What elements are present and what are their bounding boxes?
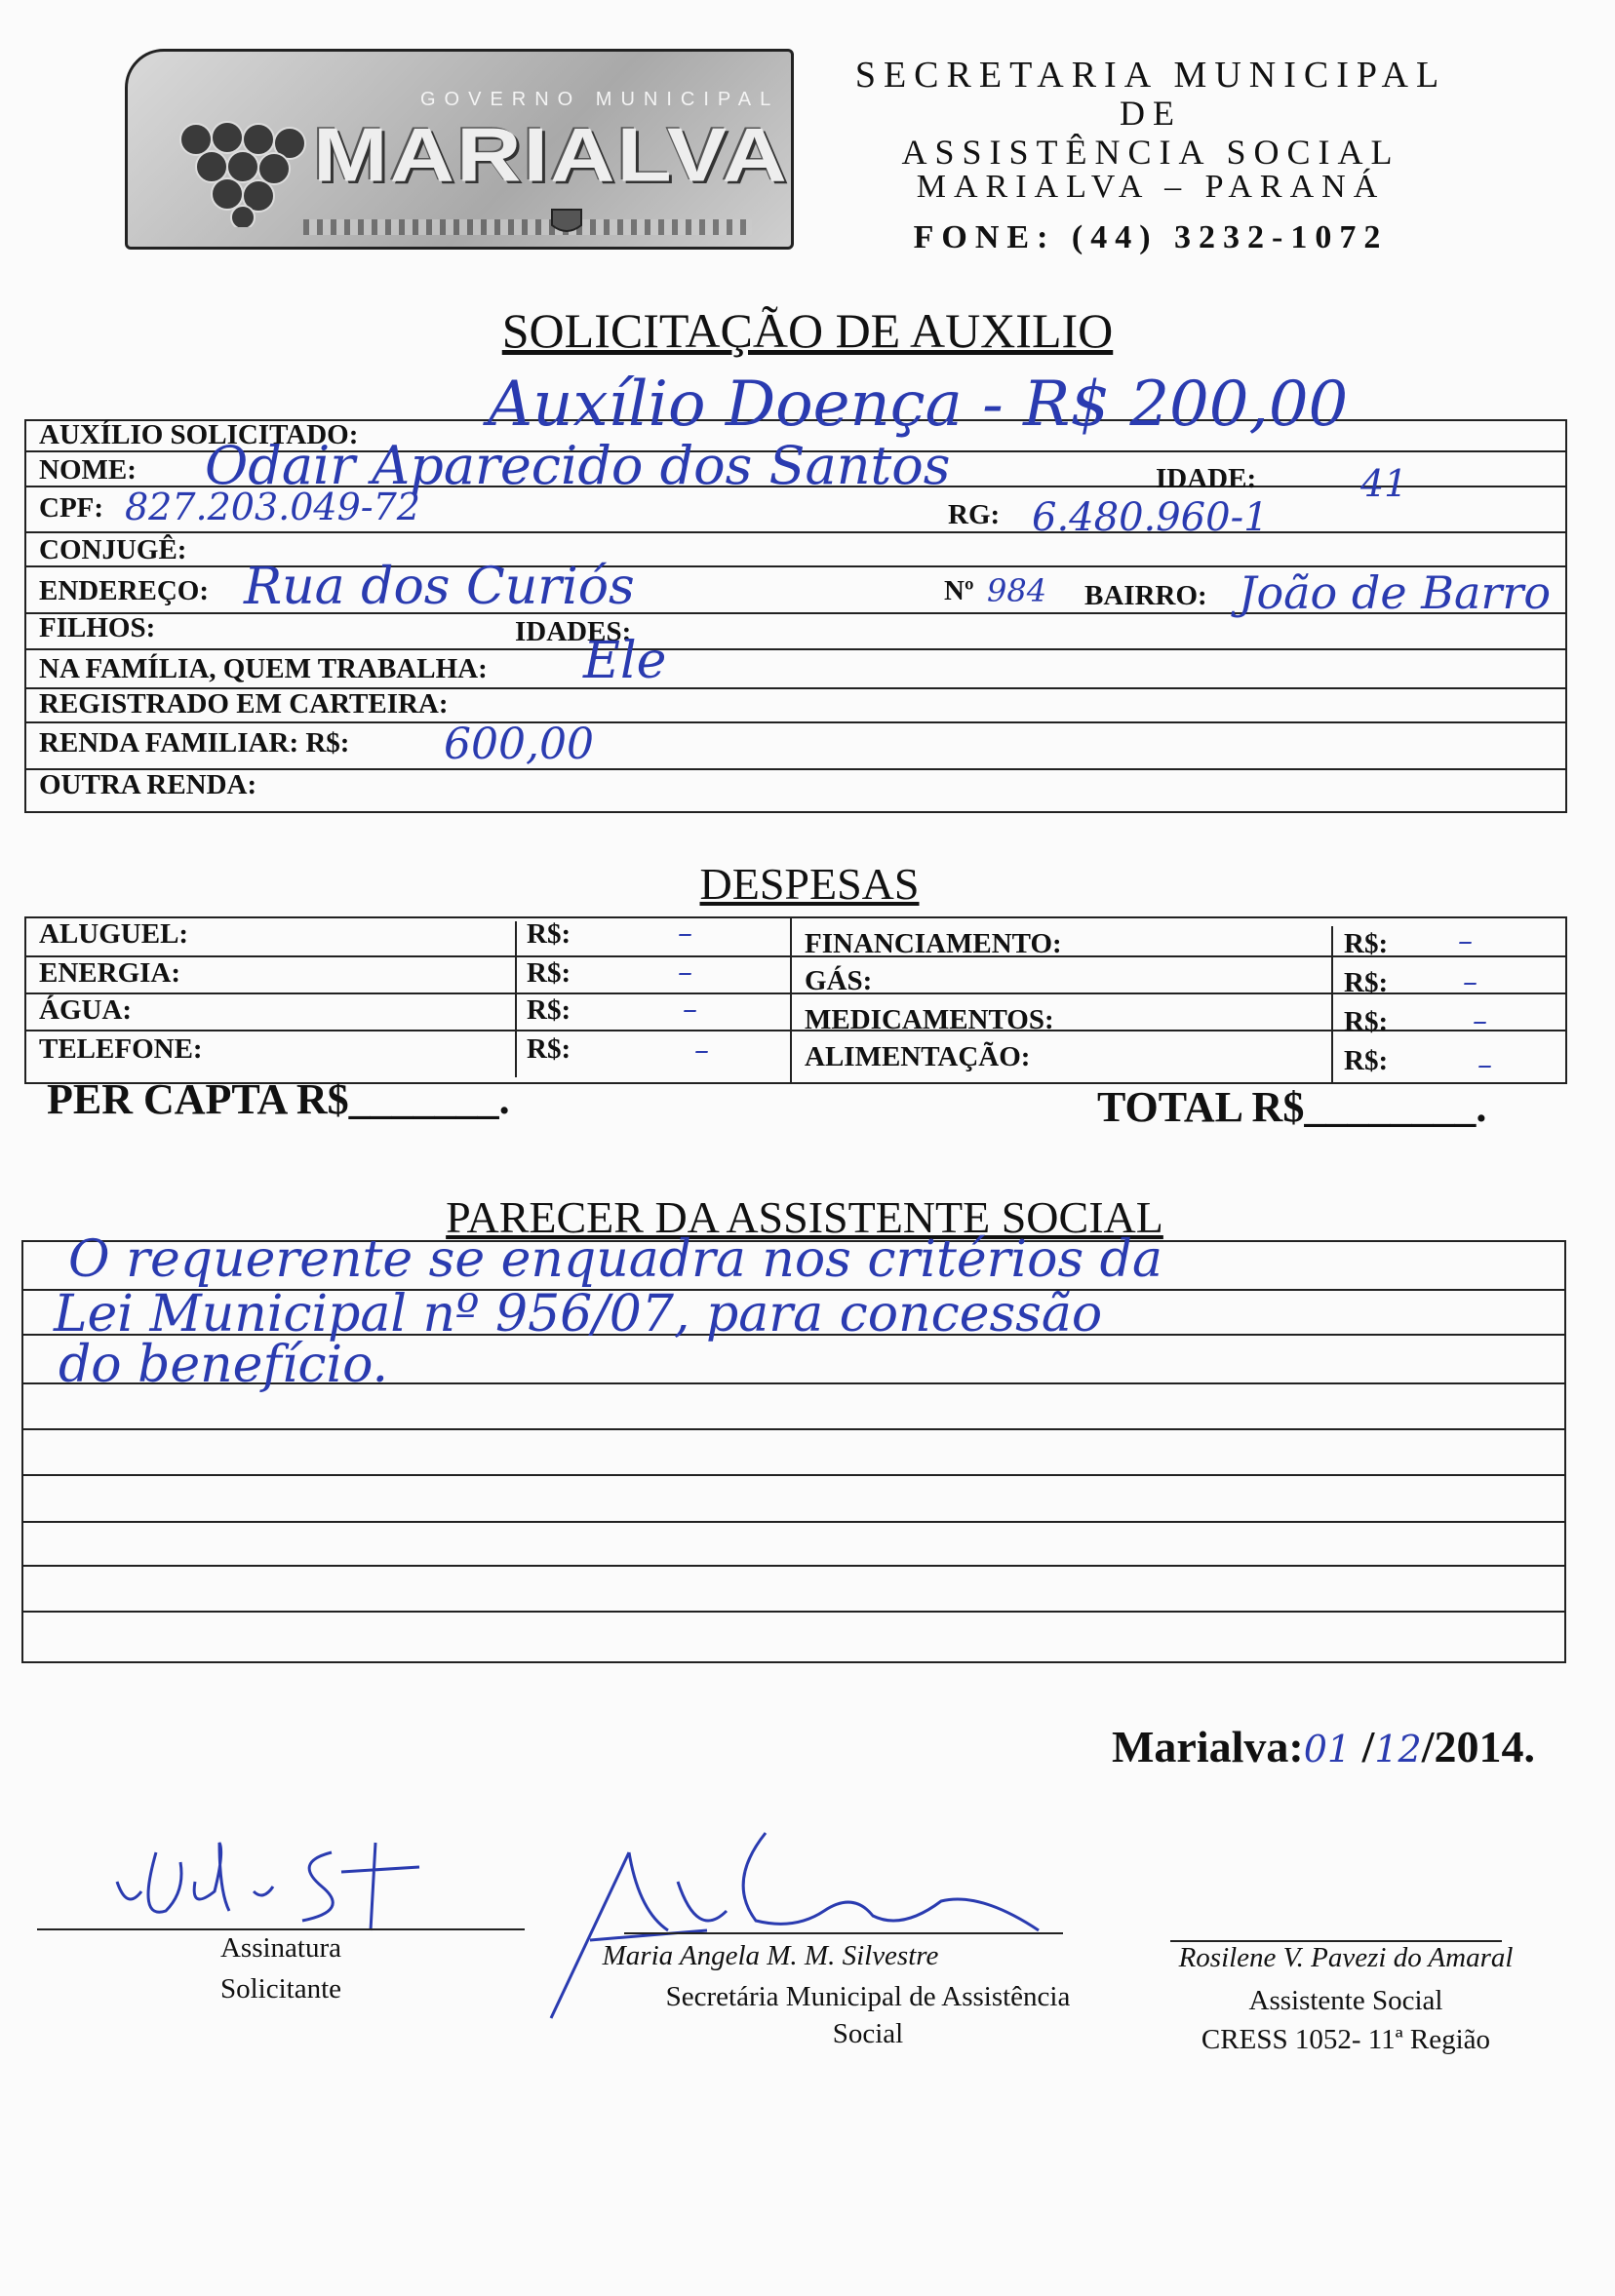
header-line-2: DE (1120, 94, 1182, 133)
parecer-line (21, 1521, 1564, 1523)
value-endereco: Rua dos Curiós (244, 558, 635, 616)
crest-icon (547, 208, 586, 237)
label-outra-renda: OUTRA RENDA: (39, 769, 257, 800)
date-month: 12 (1374, 1728, 1422, 1771)
parecer-line (21, 1565, 1564, 1567)
value-numero: 984 (987, 572, 1047, 609)
header-line-1: SECRETARIA MUNICIPAL (854, 55, 1447, 96)
expense-telefone: TELEFONE: (39, 1033, 203, 1065)
social-worker-cress: CRESS 1052- 11ª Região (1201, 2024, 1491, 2055)
social-worker-title: Assistente Social (1248, 1985, 1443, 2016)
marialva-logo (125, 49, 794, 250)
expense-alimentacao-value: – (1477, 1048, 1492, 1082)
parecer-text-line-2: Lei Municipal nº 956/07, para concessão (54, 1285, 1103, 1343)
label-filhos: FILHOS: (39, 612, 156, 643)
label-idades: IDADES: (515, 616, 632, 647)
expenses-col-divider (790, 916, 792, 1082)
expense-energia: ENERGIA: (39, 957, 181, 989)
expense-medicamentos-currency: R$: (1344, 1006, 1389, 1037)
form-row-divider (24, 531, 1565, 533)
expense-financiamento-value: – (1458, 924, 1473, 958)
value-auxilio: Auxílio Doença - R$ 200,00 (488, 369, 1349, 441)
applicant-signature-label-1: Assinatura (219, 1932, 342, 1964)
form-row-divider (24, 721, 1565, 723)
social-worker-name: Rosilene V. Pavezi do Amaral (1178, 1942, 1514, 1973)
expense-medicamentos: MEDICAMENTOS: (805, 1004, 1054, 1035)
header-line-3: ASSISTÊNCIA SOCIAL (901, 133, 1400, 172)
expense-energia-currency: R$: (527, 957, 571, 989)
page-title: SOLICITAÇÃO DE AUXILIO (501, 303, 1114, 358)
date-day: 01 (1303, 1728, 1352, 1771)
parecer-title: PARECER DA ASSISTENTE SOCIAL (446, 1192, 1163, 1242)
header-line-4: MARIALVA – PARANÁ (916, 169, 1386, 205)
secretary-signature-line (624, 1932, 1063, 1934)
label-nome: NOME: (39, 454, 137, 486)
value-nome: Odair Aparecido dos Santos (205, 435, 951, 496)
expenses-row-divider (24, 1030, 1565, 1031)
expenses-col-divider (515, 921, 517, 1077)
expense-agua-currency: R$: (527, 994, 571, 1026)
value-idade: 41 (1360, 462, 1408, 505)
date-line: Marialva:01 /12/2014. (1112, 1722, 1535, 1771)
label-bairro: BAIRRO: (1084, 580, 1207, 611)
label-auxilio: AUXÍLIO SOLICITADO: (39, 419, 359, 450)
expense-agua: ÁGUA: (39, 994, 133, 1026)
date-prefix: Marialva: (1112, 1722, 1304, 1771)
expense-alimentacao: ALIMENTAÇÃO: (805, 1041, 1031, 1072)
date-year: /2014. (1421, 1722, 1535, 1771)
label-idade: IDADE: (1156, 463, 1257, 494)
logo-name: MARIALVA (313, 112, 789, 198)
expenses-frame (24, 916, 1567, 1084)
applicant-signature-line (37, 1928, 525, 1930)
parecer-text-line-3: do benefício. (59, 1336, 388, 1394)
secretary-title-1: Secretária Municipal de Assistência (665, 1981, 1071, 2012)
label-endereco: ENDEREÇO: (39, 575, 210, 606)
total: TOTAL R$________. (1097, 1083, 1487, 1131)
expense-agua-value: – (683, 992, 697, 1027)
expense-financiamento-currency: R$: (1344, 928, 1389, 959)
grapes-icon (167, 110, 333, 227)
expense-medicamentos-value: – (1473, 1004, 1487, 1038)
parecer-line (21, 1474, 1564, 1476)
secretary-title-2: Social (832, 2018, 904, 2049)
parecer-line (21, 1611, 1564, 1613)
label-rg: RG: (948, 499, 1001, 530)
logo-band (303, 219, 752, 235)
label-numero: Nº (944, 575, 974, 606)
label-carteira: REGISTRADO EM CARTEIRA: (39, 688, 449, 720)
expense-gas-value: – (1463, 965, 1477, 999)
per-capta: PER CAPTA R$_______. (47, 1075, 510, 1123)
form-row-divider (24, 648, 1565, 650)
label-renda: RENDA FAMILIAR: R$: (39, 727, 350, 759)
expenses-row-divider (24, 992, 1565, 994)
value-renda: 600,00 (444, 720, 594, 769)
expense-gas-currency: R$: (1344, 967, 1389, 998)
applicant-signature-icon (98, 1833, 468, 1940)
expenses-col-divider (1331, 926, 1333, 1082)
expense-aluguel-currency: R$: (527, 918, 571, 950)
label-cpf: CPF: (39, 492, 104, 524)
value-bairro: João de Barro (1239, 566, 1552, 619)
expense-gas: GÁS: (805, 965, 873, 996)
label-quem-trabalha: NA FAMÍLIA, QUEM TRABALHA: (39, 653, 488, 684)
value-cpf: 827.203.049-72 (125, 486, 420, 528)
expense-alimentacao-currency: R$: (1344, 1045, 1389, 1076)
parecer-line (21, 1428, 1564, 1430)
despesas-title: DESPESAS (699, 859, 920, 909)
expense-telefone-value: – (694, 1033, 709, 1068)
secretary-name: Maria Angela M. M. Silvestre (602, 1940, 939, 1971)
expense-energia-value: – (678, 955, 692, 990)
value-rg: 6.480.960-1 (1032, 495, 1269, 540)
expense-telefone-currency: R$: (527, 1033, 571, 1065)
label-conjuge: CONJUGÊ: (39, 534, 187, 565)
logo-government-text: GOVERNO MUNICIPAL (420, 89, 780, 110)
header-phone: FONE: (44) 3232-1072 (913, 219, 1389, 255)
parecer-text-line-1: O requerente se enquadra nos critérios da (68, 1230, 1162, 1289)
expense-financiamento: FINANCIAMENTO: (805, 928, 1062, 959)
expense-aluguel: ALUGUEL: (39, 918, 189, 950)
expense-aluguel-value: – (678, 916, 692, 951)
value-quem-trabalha: Ele (583, 632, 667, 690)
expenses-row-divider (24, 955, 1565, 957)
applicant-signature-label-2: Solicitante (219, 1973, 342, 2004)
